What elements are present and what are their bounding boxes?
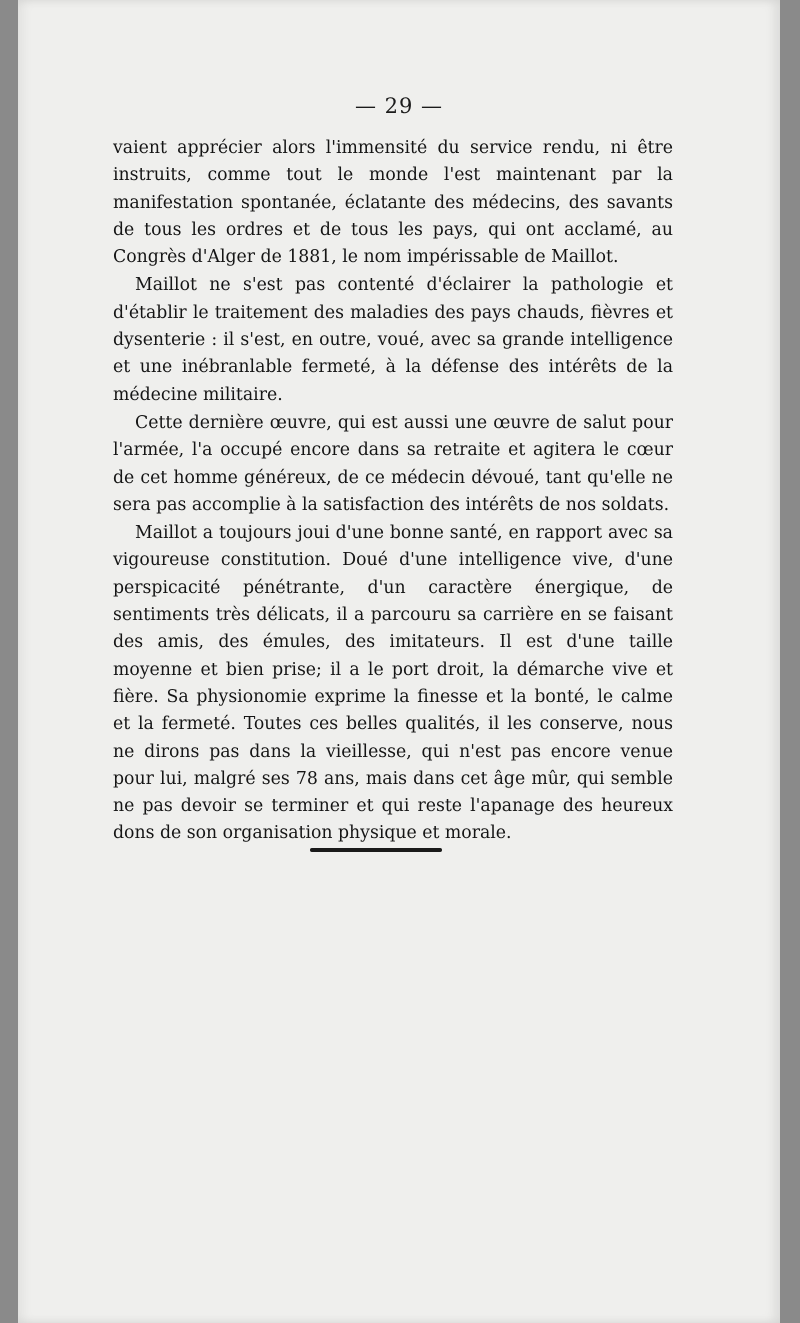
body-text bbox=[113, 135, 673, 849]
paragraph-1: vaient apprécier alors l'immensité du service rendu, ni être instruits, comme tout le monde l'est maintenant par la manifestation spontanée, éclatante des médecins, des savants de tous les ordres et de tous les pays, qui ont acclamé, au Congrès d'Alger de 1881, le nom impérissable de Maillot. bbox=[113, 138, 673, 268]
paragraph-3: Cette dernière œuvre, qui est aussi une œuvre de salut pour l'armée, l'a occupé encore dans sa retraite et agitera le cœur de cet homme généreux, de ce médecin dévoué, tant qu'elle ne sera pas accomplie à la satisfaction des intérêts de nos soldats. bbox=[113, 412, 673, 515]
show-through-texture bbox=[113, 800, 693, 1180]
paragraph-2: Maillot ne s'est pas contenté d'éclairer la pathologie et d'établir le traitement des maladies des pays chauds, fièvres et dysenterie : il s'est, en outre, voué, avec sa grande intelligence et une inébranlable fermeté, à la défense des intérêts de la médecine militaire. bbox=[113, 275, 673, 405]
paragraph-4: Maillot a toujours joui d'une bonne santé, en rapport avec sa vigoureuse constitution. Doué d'une intelligence vive, d'une perspicacité pénétrante, d'un caractère énergique, de sentiments très délicats, il a parcouru sa carrière en se faisant des amis, des émules, des imitateurs. Il est d'une taille moyenne et bien prise; il a le port droit, la démarche vive et fière. Sa physionomie exprime la finesse et la bonté, le calme et la fermeté. Toutes ces belles qualités, il les conserve, nous ne dirons pas dans la vieillesse, qui n'est pas encore venue pour lui, malgré ses 78 ans, mais dans cet âge mûr, qui semble ne pas devoir se terminer et qui reste l'apanage des heureux dons de son organisation physique et morale. bbox=[113, 523, 673, 844]
page-number: — 29 — bbox=[354, 94, 444, 118]
section-separator-rule bbox=[310, 848, 442, 852]
document-page bbox=[18, 0, 780, 1323]
